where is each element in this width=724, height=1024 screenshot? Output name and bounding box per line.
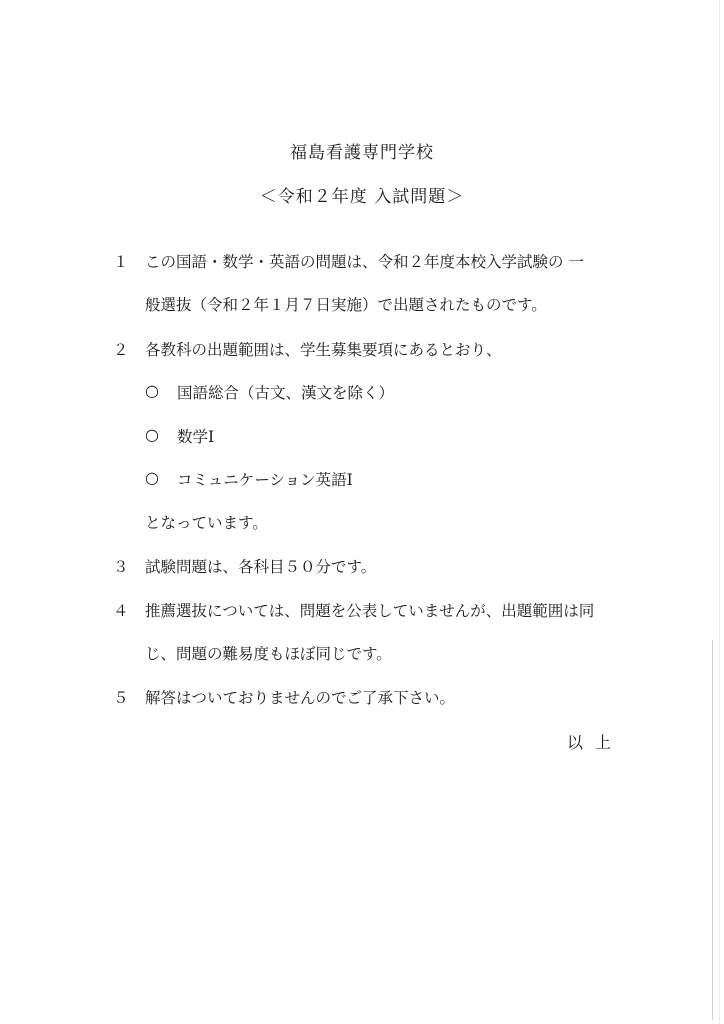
scan-edge-shadow [719,0,720,1024]
item-5-line-1: 解答はついておりませんのでご了承下さい。 [145,689,456,707]
scan-edge-line [712,640,713,1020]
subject-japanese: 国語総合（古文、漢文を除く） [177,384,395,402]
circle-bullet-icon: ○ [145,381,159,400]
item-1-line-2: 般選抜（令和２年１月７日実施）で出題されたものです。 [145,296,547,314]
item-1-line-1: この国語・数学・英語の問題は、令和２年度本校入学試験の 一 [145,253,584,271]
item-2-closing: となっています。 [145,514,268,532]
subject-english: コミュニケーション英語Ⅰ [177,471,353,489]
item-2-line-1: 各教科の出題範囲は、学生募集要項にあるとおり、 [145,341,502,359]
item-1-number: １ [113,253,129,271]
circle-bullet-icon: ○ [145,425,159,444]
item-3-line-1: 試験問題は、各科目５０分です。 [145,558,377,576]
closing-remark: 以上 [567,733,624,752]
school-name: 福島看護専門学校 [290,143,434,163]
document-subtitle: ＜令和２年度 入試問題＞ [259,187,465,207]
item-4-number: ４ [113,602,129,620]
subject-math: 数学Ⅰ [177,428,215,446]
item-4-line-2: じ、問題の難易度もほぼ同じです。 [145,645,392,663]
item-2-number: ２ [113,341,129,359]
item-5-number: ５ [113,689,129,707]
item-4-line-1: 推薦選抜については、問題を公表していませんが、出題範囲は同 [145,602,595,620]
item-3-number: ３ [113,558,129,576]
circle-bullet-icon: ○ [145,468,159,487]
